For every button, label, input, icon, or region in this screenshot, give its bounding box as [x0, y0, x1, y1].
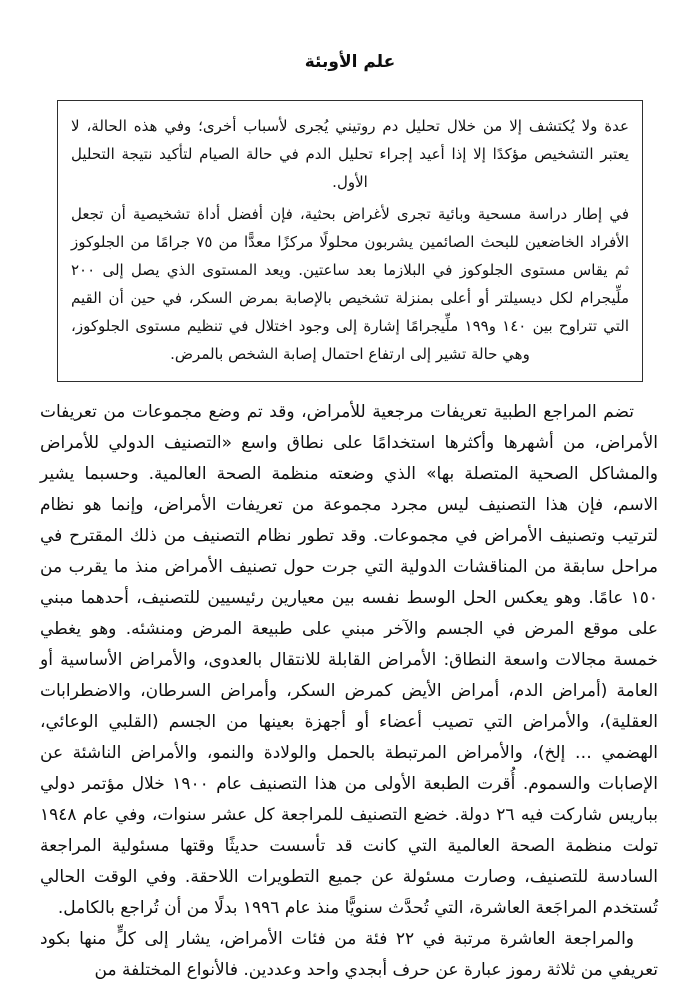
note-box: [57, 100, 643, 382]
note-box-paragraph-2: في إطار دراسة مسحية وبائية تجرى لأغراض بحثية، فإن أفضل أداة تشخيصية أن تجعل الأفراد الخاضعين للبحث الصائمين يشربون محلولًا مركزًا معدًّا من ٧٥ جرامًا من الجلوكوز ثم يقاس مستوى الجلوكوز في البلازما بعد ساعتين. ويعد المستوى الذي يصل إلى ٢٠٠ ملِّيجرام لكل ديسيلتر أو أعلى بمنزلة تشخيص بالإصابة بمرض السكر، في حين أن القيم التي تتراوح بين ١٤٠ و١٩٩ ملِّيجرامًا إشارة إلى وجود اختلال في تنظيم مستوى الجلوكوز، وهي حالة تشير إلى ارتفاع احتمال إصابة الشخص بالمرض.: [71, 205, 630, 363]
body-paragraph-1: تضم المراجع الطبية تعريفات مرجعية للأمراض، وقد تم وضع مجموعات من تعريفات الأمراض، من أشهرها وأكثرها استخدامًا على نطاق واسع «التصنيف الدولي للأمراض والمشاكل الصحية المتصلة بها» الذي وضعته منظمة الصحة العالمية. وحسبما يشير الاسم، فإن هذا التصنيف ليس مجرد مجموعة من تعريفات الأمراض، وإنما هو نظام لترتيب وتصنيف الأمراض في مجموعات. وقد تطور نظام التصنيف من ذلك المقترح في مراحل سابقة من المناقشات الدولية التي جرت حول تصنيف الأمراض منذ ما يقرب من ١٥٠ عامًا. وهو يعكس الحل الوسط نفسه بين معيارين رئيسيين للتصنيف، أحدهما مبني على موقع المرض في الجسم والآخر مبني على طبيعة المرض ومنشئه. وهو يغطي خمسة مجالات واسعة النطاق: الأمراض القابلة للانتقال بالعدوى، والأمراض الأساسية أو العامة (أمراض الدم، أمراض الأيض كمرض السكر، وأمراض السرطان، والاضطرابات العقلية)، والأمراض التي تصيب أعضاء أو أجهزة بعينها من الجسم (القلبي الوعائي، الهضمي … إلخ)، والأمراض المرتبطة بالحمل والولادة والنمو، والأمراض الناشئة عن الإصابات والسموم. أُقرت الطبعة الأولى من هذا التصنيف عام ١٩٠٠ خلال مؤتمر دولي بباريس شاركت فيه ٢٦ دولة. خضع التصنيف للمراجعة كل عشر سنوات، وفي عام ١٩٤٨ تولت منظمة الصحة العالمية التي كانت قد تأسست حديثًا وقتها مسئولية المراجعة السادسة للتصنيف، وصارت مسئولة عن جميع التطويرات اللاحقة. وفي الوقت الحالي تُستخدم المراجَعة العاشرة، التي تُحدَّث سنويًّا منذ عام ١٩٩٦ بدلًا من أن تُراجع بالكامل.: [40, 402, 659, 918]
note-box-paragraph-1: عدة ولا يُكتشف إلا من خلال تحليل دم روتيني يُجرى لأسباب أخرى؛ وفي هذه الحالة، لا يعتبر التشخيص مؤكدًا إلا إذا أعيد إجراء تحليل الدم في حالة الصيام لتأكيد نتيجة التحليل الأول.: [71, 117, 629, 191]
body-text: [40, 397, 658, 986]
body-paragraph-2: والمراجعة العاشرة مرتبة في ٢٢ فئة من فئات الأمراض، يشار إلى كلٍّ منها بكود تعريفي من ثلاثة رموز عبارة عن حرف أبجدي واحد وعددين. فالأنواع المختلفة من: [40, 929, 658, 980]
page-title: علم الأوبئة: [304, 52, 396, 72]
